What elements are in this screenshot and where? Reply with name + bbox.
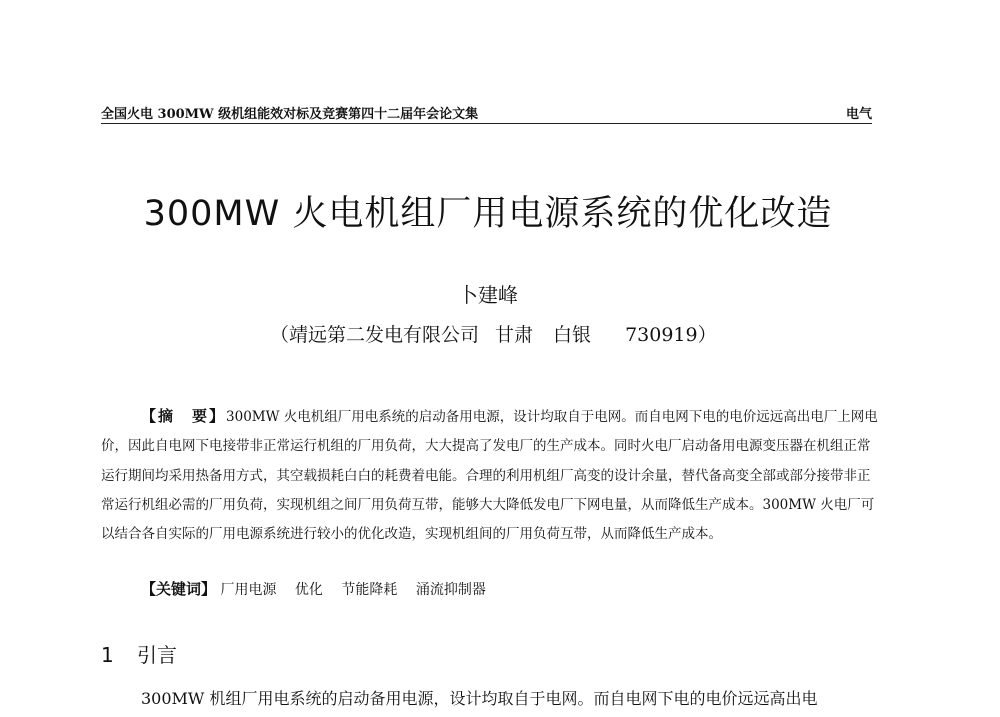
keywords <box>141 578 500 599</box>
section-heading <box>101 639 177 668</box>
paper-title: 300MW 火电机组厂用电源系统的优化改造 <box>143 194 833 234</box>
abstract <box>101 402 881 549</box>
keyword-item: 优化 <box>294 582 323 598</box>
journal-name: 全国火电 300MW 级机组能效对标及竞赛第四十二届年会论文集 <box>101 107 479 122</box>
keyword-item: 节能降耗 <box>341 582 398 598</box>
body-paragraph: 300MW 机组厂用电系统的启动备用电源，设计均取自于电网。而自电网下电的电价远远高出电 <box>141 689 818 708</box>
affiliation-postcode: 730919 <box>625 324 698 346</box>
running-header <box>101 101 872 124</box>
abstract-text: 300MW 火电机组厂用电系统的启动备用电源，设计均取自于电网。而自电网下电的电价远远高出电厂上网电价，因此自电网下电接带非正常运行机组的厂用负荷，大大提高了发电厂的生产成本。同时火电厂启动备用电源变压器在机组正常运行期间均采用热备用方式，其空载损耗白白的耗费着电能。合理的利用机组厂高变的设计余量，替代备高变全部或部分接带非正常运行机组必需的厂用负荷，实现机组之间厂用负荷互带，能够大大降低发电厂下网电量，从而降低生产成本。300MW 火电厂可以结合各自实际的厂用电源系统进行较小的优化改造，实现机组间的厂用负荷互带，从而降低生产成本。 <box>101 409 878 543</box>
affiliation <box>270 320 717 347</box>
section-name: 电气 <box>845 107 872 122</box>
section-title: 引言 <box>137 643 177 667</box>
affiliation-close-paren: ） <box>697 324 717 346</box>
keyword-item: 厂用电源 <box>220 582 277 598</box>
affiliation-org: 靖远第二发电有限公司 <box>289 324 480 346</box>
section-number: 1 <box>101 643 114 667</box>
author-name: 卜建峰 <box>458 283 518 307</box>
keyword-item: 涌流抑制器 <box>415 582 486 598</box>
affiliation-open-paren: （ <box>270 324 290 346</box>
keywords-label: 【关键词】 <box>141 580 217 598</box>
abstract-label: 【摘 要】 <box>141 407 227 425</box>
affiliation-city: 白银 <box>553 324 592 346</box>
affiliation-province: 甘肃 <box>495 324 534 346</box>
